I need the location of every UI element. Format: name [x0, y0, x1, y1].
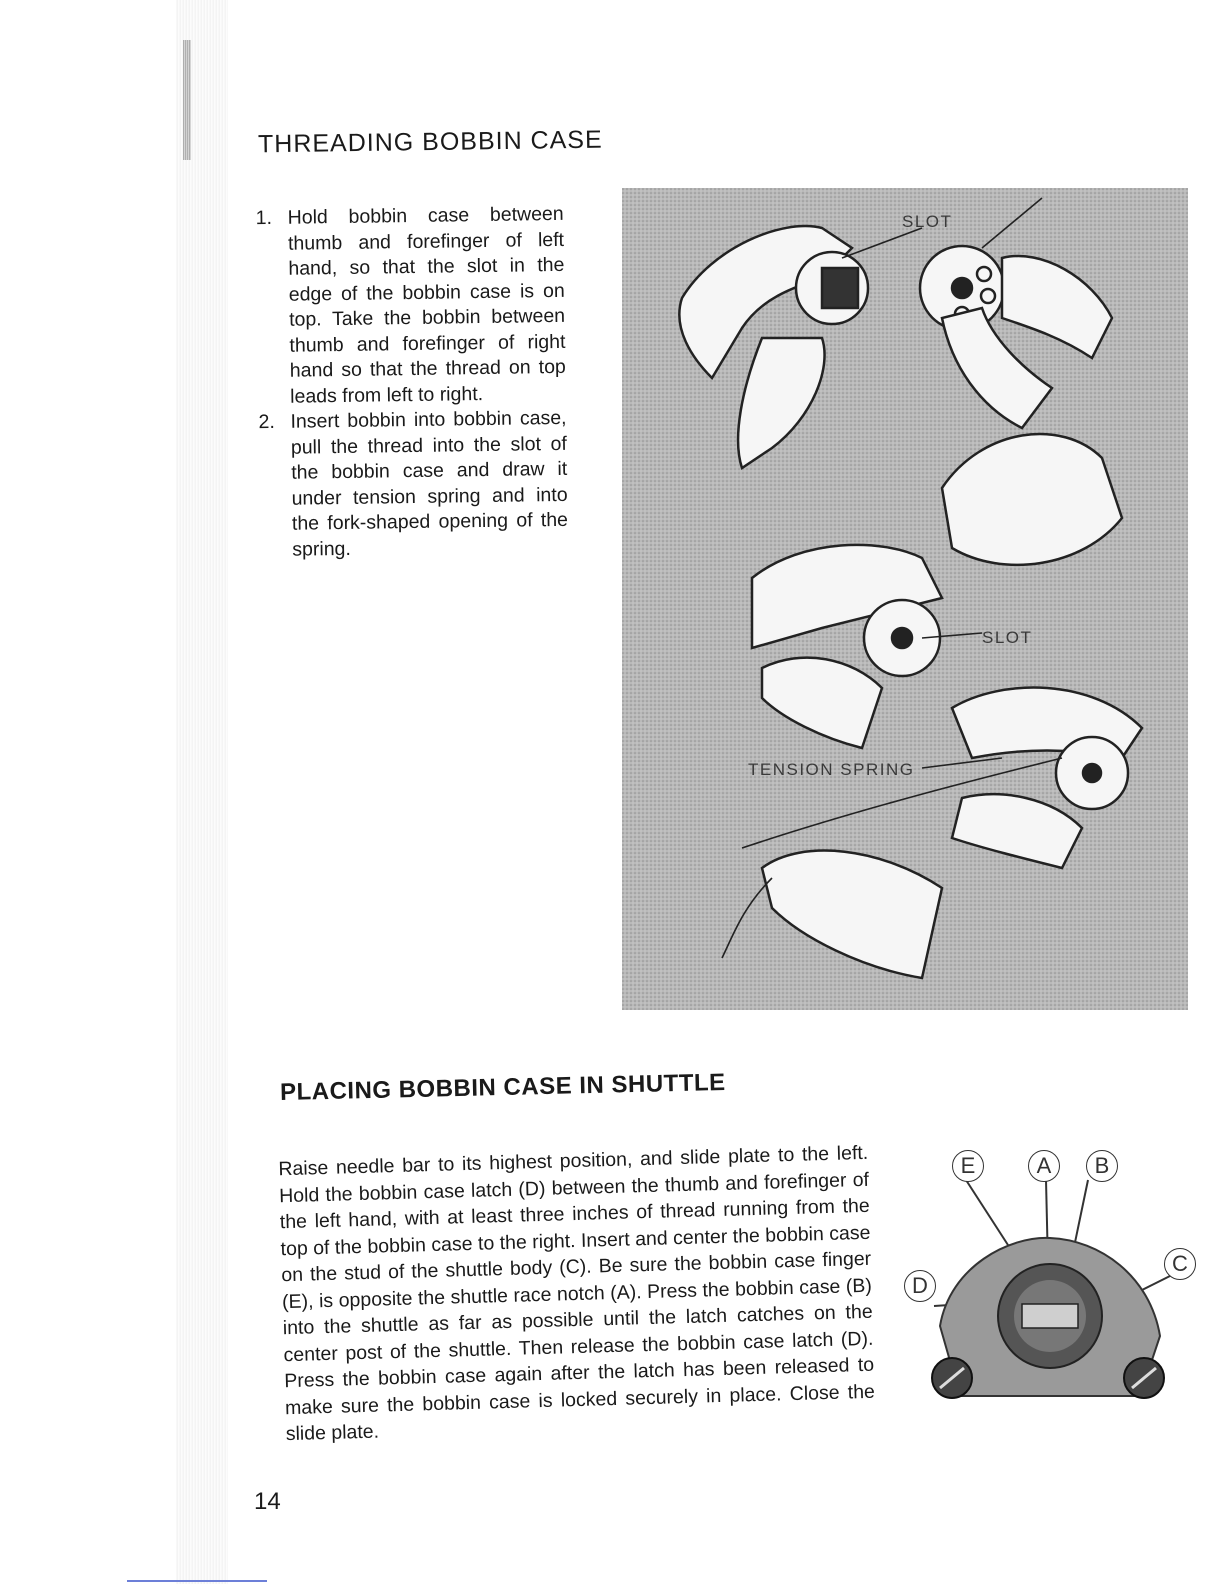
label-c: C	[1164, 1248, 1196, 1280]
section-title-placing: PLACING BOBBIN CASE IN SHUTTLE	[279, 1068, 726, 1107]
step-number: 2.	[258, 410, 275, 434]
label-d: D	[904, 1270, 936, 1302]
label-a: A	[1028, 1150, 1060, 1182]
label-slot-top: SLOT	[902, 212, 953, 231]
threading-illustration	[622, 188, 1188, 1010]
label-b: B	[1086, 1150, 1118, 1182]
section-title-threading: THREADING BOBBIN CASE	[257, 125, 603, 159]
label-slot-middle: SLOT	[982, 628, 1033, 647]
binding-edge	[176, 0, 228, 1584]
step-2	[258, 406, 568, 563]
shuttle-diagram	[900, 1126, 1188, 1410]
bottom-rule	[127, 1580, 267, 1582]
page-number: 14	[254, 1488, 281, 1515]
placing-instructions: Raise needle bar to its highest position, and slide plate to the left. Hold the bobbin case latch (D) between the thumb and forefinger of the left hand, with at least three inches of thread running from the top of the bobbin case to the right. Insert and center the bobbin case on the stud of the shuttle body (C). Be sure the bobbin case finger (E), is opposite the shuttle race notch (A). Press the bobbin case (B) into the shuttle as far as possible until the latch catches on the center post of the shuttle. Then release the bobbin case latch (D). Press the bobbin case again after the latch has been released to make sure the bobbin case is locked securely in place. Close the slide plate.	[278, 1141, 876, 1445]
step-number: 1.	[255, 206, 273, 230]
step-text: Hold bobbin case between thumb and forefinger of left hand, so that the slot in the edge of the bobbin case is on top. Take the bobbin between thumb and forefinger of right hand so that the thread on top leads from left to right.	[287, 202, 566, 408]
binding-shadow	[183, 40, 191, 160]
step-1	[256, 202, 567, 410]
threading-steps	[256, 202, 569, 563]
step-text: Insert bobbin into bobbin case, pull the thread into the slot of the bobbin case and draw it under tension spring and into the fork-shaped opening of the spring.	[290, 406, 569, 561]
label-tension-spring: TENSION SPRING	[748, 760, 915, 779]
label-e: E	[952, 1150, 984, 1182]
